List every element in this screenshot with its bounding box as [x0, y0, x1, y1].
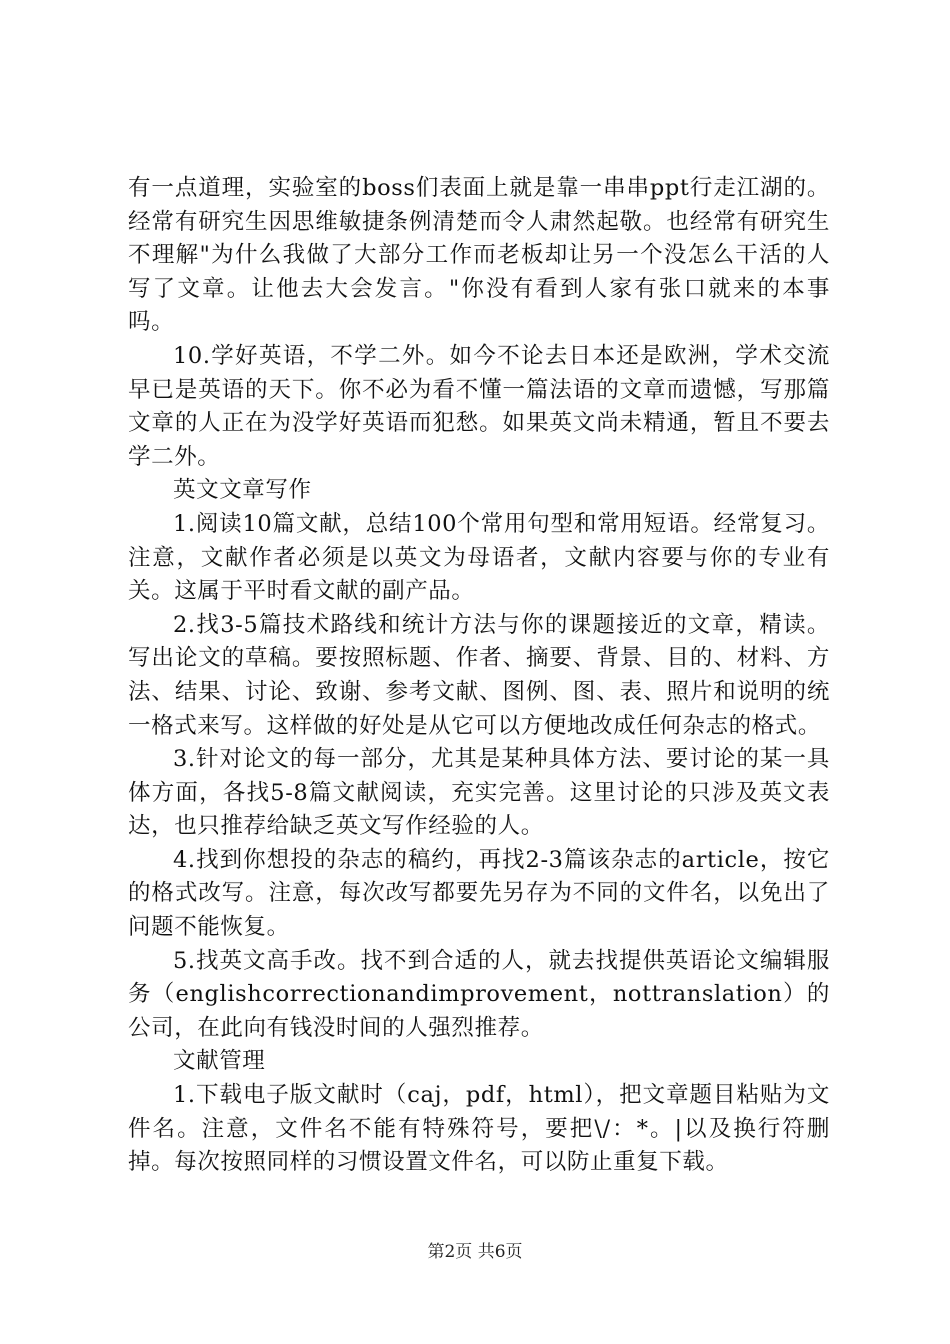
paragraph-intro: 有一点道理，实验室的boss们表面上就是靠一串串ppt行走江湖的。经常有研究生因思维敏捷条例清楚而令人肃然起敬。也经常有研究生不理解"为什么我做了大部分工作而老板却让另一个没怎么干活的人写了文章。让他去大会发言。"你没有看到人家有张口就来的本事吗。: [128, 175, 830, 336]
paragraph-writing-3: 3.针对论文的每一部分，尤其是某种具体方法、要讨论的某一具体方面，各找5-8篇文献阅读，充实完善。这里讨论的只涉及英文表达，也只推荐给缺乏英文写作经验的人。: [128, 746, 830, 840]
section-heading-literature-management: 文献管理: [173, 1048, 266, 1075]
section-heading-english-writing: 英文文章写作: [173, 477, 312, 504]
paragraph-management-1: 1.下载电子版文献时（caj，pdf，html），把文章题目粘贴为文件名。注意，文件名不能有特殊符号，要把\/：*。|以及换行符删掉。每次按照同样的习惯设置文件名，可以防止重复下载。: [128, 1082, 830, 1176]
paragraph-writing-2: 2.找3-5篇技术路线和统计方法与你的课题接近的文章，精读。写出论文的草稿。要按照标题、作者、摘要、背景、目的、材料、方法、结果、讨论、致谢、参考文献、图例、图、表、照片和说明的统一格式来写。这样做的好处是从它可以方便地改成任何杂志的格式。: [128, 611, 830, 739]
paragraph-writing-4: 4.找到你想投的杂志的稿约，再找2-3篇该杂志的article，按它的格式改写。注意，每次改写都要先另存为不同的文件名，以免出了问题不能恢复。: [128, 846, 830, 941]
paragraph-writing-1: 1.阅读10篇文献，总结100个常用句型和常用短语。经常复习。注意，文献作者必须是以英文为母语者，文献内容要与你的专业有关。这属于平时看文献的副产品。: [128, 510, 830, 605]
paragraph-writing-5: 5.找英文高手改。找不到合适的人，就去找提供英语论文编辑服务（englishcorrectionandimprovement，nottranslation）的公司，在此向有钱没时间的人强烈推荐。: [128, 947, 830, 1041]
paragraph-item-10: 10.学好英语，不学二外。如今不论去日本还是欧洲，学术交流早已是英语的天下。你不必为看不懂一篇法语的文章而遗憾，写那篇文章的人正在为没学好英语而犯愁。如果英文尚未精通，暂且不要去学二外。: [128, 342, 830, 470]
document-body: [128, 172, 830, 1180]
page-footer: 第2页 共6页: [427, 1242, 523, 1262]
